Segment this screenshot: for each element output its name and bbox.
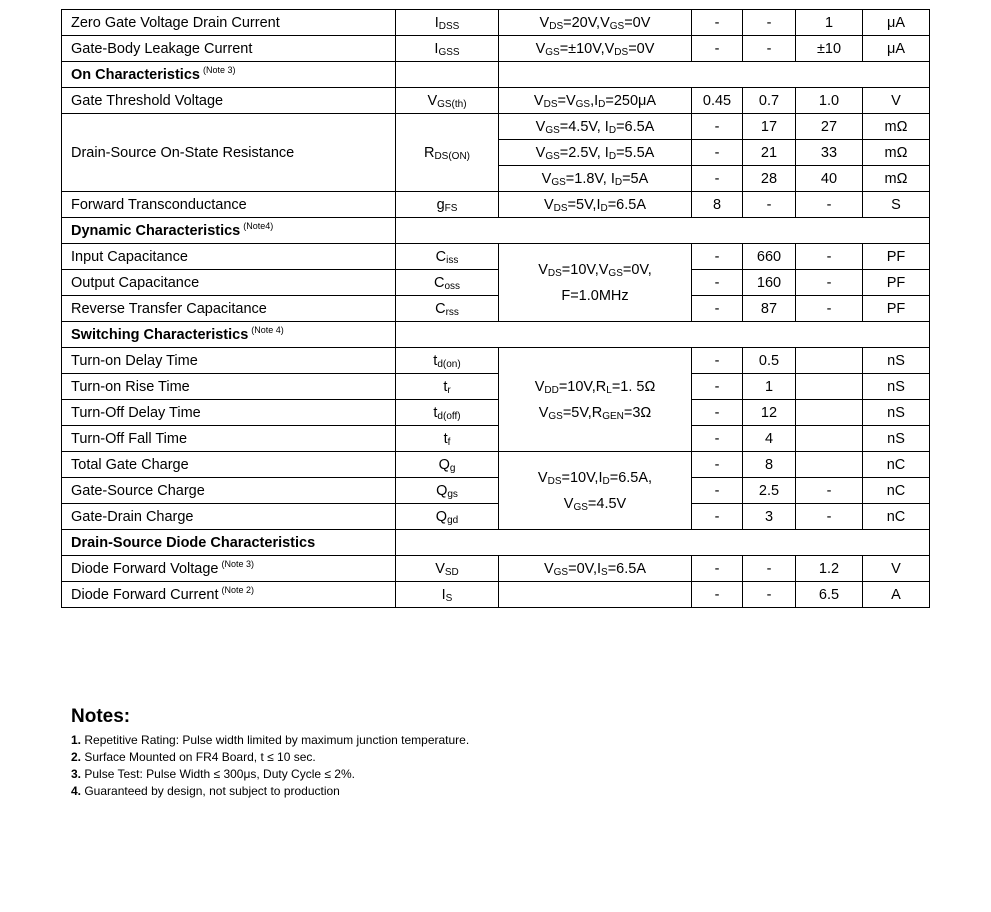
symbol-cell: $g_{FS}$ xyxy=(396,192,499,218)
symbol-cell: $Q_{gs}$ xyxy=(396,478,499,504)
unit-cell: V xyxy=(863,88,930,114)
symbol-cell: $C_{oss}$ xyxy=(396,270,499,296)
unit-cell: PF xyxy=(863,270,930,296)
table-row xyxy=(62,88,930,114)
electrical-characteristics-table xyxy=(61,9,930,608)
typ-cell: 3 xyxy=(743,504,796,530)
section-title: Dynamic Characteristics $^{(Note4)}$ xyxy=(62,218,396,244)
condition-cell: $V_{GS}=4.5V$, $I_D=6.5A$ xyxy=(499,114,692,140)
param-cell: Turn-on Rise Time xyxy=(62,374,396,400)
min-cell: - xyxy=(692,452,743,478)
section-header-row xyxy=(62,62,930,88)
typ-cell: 160 xyxy=(743,270,796,296)
note-item: 4. Guaranteed by design, not subject to production xyxy=(71,784,340,798)
section-header-row xyxy=(62,218,930,244)
min-cell: 0.45 xyxy=(692,88,743,114)
unit-cell: μA xyxy=(863,36,930,62)
max-cell xyxy=(796,452,863,478)
unit-cell: nS xyxy=(863,426,930,452)
condition-cell: $V_{DS}=5V,I_D=6.5A$ xyxy=(499,192,692,218)
notes-title: Notes: xyxy=(71,706,131,727)
condition-cell: $V_{DS}=V_{GS},I_D=250\mu A$ xyxy=(499,88,692,114)
typ-cell: - xyxy=(743,10,796,36)
param-cell: Gate-Body Leakage Current xyxy=(62,36,396,62)
condition-cell: $V_{GS}=\pm 10V,V_{DS}=0V$ xyxy=(499,36,692,62)
condition-cell: $V_{DS}=10V,I_D=6.5A$, $V_{GS}=4.5V$ xyxy=(499,452,692,530)
unit-cell: nC xyxy=(863,452,930,478)
table-row xyxy=(62,452,930,478)
unit-cell: mΩ xyxy=(863,114,930,140)
table-row xyxy=(62,270,930,296)
max-cell xyxy=(796,374,863,400)
section-title: Switching Characteristics $^{(Note 4)}$ xyxy=(62,322,396,348)
unit-cell: nS xyxy=(863,348,930,374)
notes-section xyxy=(71,706,469,800)
max-cell: - xyxy=(796,270,863,296)
note-item: 1. Repetitive Rating: Pulse width limited by maximum junction temperature. xyxy=(71,733,470,747)
min-cell: 8 xyxy=(692,192,743,218)
min-cell: - xyxy=(692,374,743,400)
table-row xyxy=(62,10,930,36)
param-cell: Total Gate Charge xyxy=(62,452,396,478)
max-cell: - xyxy=(796,296,863,322)
symbol-cell: $t_r$ xyxy=(396,374,499,400)
max-cell: 33 xyxy=(796,140,863,166)
typ-cell: - xyxy=(743,556,796,582)
unit-cell: nS xyxy=(863,400,930,426)
unit-cell: nS xyxy=(863,374,930,400)
min-cell: - xyxy=(692,166,743,192)
symbol-cell: $I_{DSS}$ xyxy=(396,10,499,36)
min-cell: - xyxy=(692,296,743,322)
param-cell: Turn-Off Delay Time xyxy=(62,400,396,426)
condition-cell xyxy=(499,582,692,608)
param-cell: Gate-Source Charge xyxy=(62,478,396,504)
param-cell: Turn-on Delay Time xyxy=(62,348,396,374)
max-cell: - xyxy=(796,192,863,218)
section-header-row xyxy=(62,530,930,556)
condition-cell: $V_{GS}=0V,I_S=6.5A$ xyxy=(499,556,692,582)
typ-cell: 1 xyxy=(743,374,796,400)
table-row xyxy=(62,400,930,426)
condition-cell: $V_{DS}=20V,V_{GS}=0V$ xyxy=(499,10,692,36)
max-cell xyxy=(796,400,863,426)
min-cell: - xyxy=(692,348,743,374)
param-cell: Turn-Off Fall Time xyxy=(62,426,396,452)
max-cell: 1.0 xyxy=(796,88,863,114)
min-cell: - xyxy=(692,504,743,530)
typ-cell: 8 xyxy=(743,452,796,478)
param-cell: Drain-Source On-State Resistance xyxy=(62,114,396,192)
typ-cell: 28 xyxy=(743,166,796,192)
max-cell: - xyxy=(796,478,863,504)
param-cell: Diode Forward Current $^{(Note 2)}$ xyxy=(62,582,396,608)
table-row xyxy=(62,426,930,452)
table-row xyxy=(62,556,930,582)
table-row xyxy=(62,244,930,270)
table-row xyxy=(62,478,930,504)
typ-cell: 12 xyxy=(743,400,796,426)
section-title: On Characteristics $^{(Note 3)}$ xyxy=(62,62,396,88)
param-cell: Forward Transconductance xyxy=(62,192,396,218)
symbol-cell: $R_{DS(ON)}$ xyxy=(396,114,499,192)
min-cell: - xyxy=(692,244,743,270)
min-cell: - xyxy=(692,114,743,140)
max-cell: 1 xyxy=(796,10,863,36)
max-cell xyxy=(796,426,863,452)
condition-cell: $V_{DD}=10V,R_L=1$. 5Ω $V_{GS}=5V,R_{GEN}=3\Omega$ xyxy=(499,348,692,452)
unit-cell: S xyxy=(863,192,930,218)
unit-cell: nC xyxy=(863,504,930,530)
table-row xyxy=(62,504,930,530)
symbol-cell: $t_{d(off)}$ xyxy=(396,400,499,426)
param-cell: Gate-Drain Charge xyxy=(62,504,396,530)
param-cell: Gate Threshold Voltage xyxy=(62,88,396,114)
min-cell: - xyxy=(692,582,743,608)
param-cell: Input Capacitance xyxy=(62,244,396,270)
condition-cell: $V_{GS}=2.5V$, $I_D=5.5A$ xyxy=(499,140,692,166)
symbol-cell: $Q_g$ xyxy=(396,452,499,478)
max-cell: 40 xyxy=(796,166,863,192)
min-cell: - xyxy=(692,36,743,62)
table-row xyxy=(62,36,930,62)
unit-cell: A xyxy=(863,582,930,608)
unit-cell: V xyxy=(863,556,930,582)
symbol-cell: $V_{SD}$ xyxy=(396,556,499,582)
symbol-cell: $I_S$ xyxy=(396,582,499,608)
note-item: 2. Surface Mounted on FR4 Board, t ≤ 10 sec. xyxy=(71,750,316,764)
min-cell: - xyxy=(692,10,743,36)
typ-cell: 4 xyxy=(743,426,796,452)
unit-cell: PF xyxy=(863,244,930,270)
max-cell xyxy=(796,348,863,374)
max-cell: ±10 xyxy=(796,36,863,62)
unit-cell: nC xyxy=(863,478,930,504)
min-cell: - xyxy=(692,556,743,582)
unit-cell: mΩ xyxy=(863,166,930,192)
max-cell: 6.5 xyxy=(796,582,863,608)
typ-cell: 0.7 xyxy=(743,88,796,114)
symbol-cell: $t_{d(on)}$ xyxy=(396,348,499,374)
param-cell: Diode Forward Voltage $^{(Note 3)}$ xyxy=(62,556,396,582)
typ-cell: - xyxy=(743,582,796,608)
symbol-cell: $t_f$ xyxy=(396,426,499,452)
table-row xyxy=(62,374,930,400)
symbol-cell: $C_{iss}$ xyxy=(396,244,499,270)
symbol-cell: $Q_{gd}$ xyxy=(396,504,499,530)
param-cell: Reverse Transfer Capacitance xyxy=(62,296,396,322)
typ-cell: 87 xyxy=(743,296,796,322)
typ-cell: 660 xyxy=(743,244,796,270)
condition-cell: $V_{DS}=10V,V_{GS}=0V$, F=1.0MHz xyxy=(499,244,692,322)
typ-cell: - xyxy=(743,192,796,218)
table-row xyxy=(62,348,930,374)
min-cell: - xyxy=(692,270,743,296)
symbol-cell: $V_{GS(th)}$ xyxy=(396,88,499,114)
section-title: Drain-Source Diode Characteristics xyxy=(62,530,396,556)
unit-cell: mΩ xyxy=(863,140,930,166)
param-cell: Zero Gate Voltage Drain Current xyxy=(62,10,396,36)
typ-cell: 17 xyxy=(743,114,796,140)
min-cell: - xyxy=(692,400,743,426)
max-cell: - xyxy=(796,244,863,270)
section-header-row xyxy=(62,322,930,348)
typ-cell: 2.5 xyxy=(743,478,796,504)
note-item: 3. Pulse Test: Pulse Width ≤ 300μs, Duty Cycle ≤ 2%. xyxy=(71,767,355,781)
table-row xyxy=(62,114,930,140)
typ-cell: 0.5 xyxy=(743,348,796,374)
max-cell: 1.2 xyxy=(796,556,863,582)
typ-cell: - xyxy=(743,36,796,62)
min-cell: - xyxy=(692,426,743,452)
condition-cell: $V_{GS}=1.8V$, $I_D=5A$ xyxy=(499,166,692,192)
typ-cell: 21 xyxy=(743,140,796,166)
table-row xyxy=(62,192,930,218)
table-row xyxy=(62,582,930,608)
min-cell: - xyxy=(692,478,743,504)
table-row xyxy=(62,296,930,322)
symbol-cell: $C_{rss}$ xyxy=(396,296,499,322)
symbol-cell: $I_{GSS}$ xyxy=(396,36,499,62)
min-cell: - xyxy=(692,140,743,166)
unit-cell: PF xyxy=(863,296,930,322)
param-cell: Output Capacitance xyxy=(62,270,396,296)
unit-cell: μA xyxy=(863,10,930,36)
max-cell: 27 xyxy=(796,114,863,140)
max-cell: - xyxy=(796,504,863,530)
